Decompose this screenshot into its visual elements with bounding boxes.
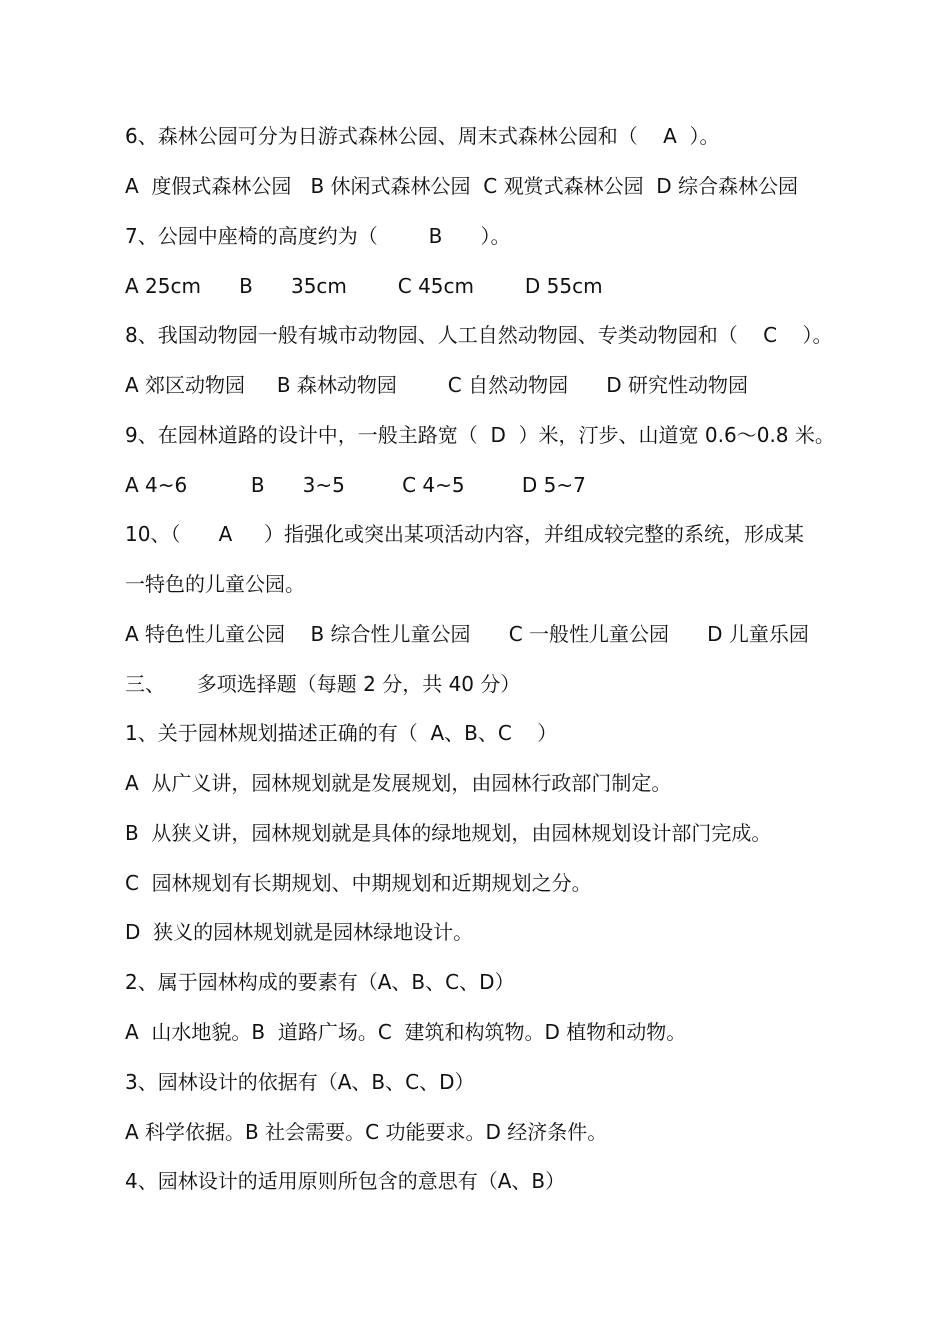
multi-question-1-option-a: A 从广义讲，园林规划就是发展规划，由园林行政部门制定。	[125, 771, 672, 795]
question-7: 7、公园中座椅的高度约为（ B ）。	[125, 224, 511, 248]
multi-question-2-options: A 山水地貌。B 道路广场。C 建筑和构筑物。D 植物和动物。	[125, 1020, 687, 1044]
question-6: 6、森林公园可分为日游式森林公园、周末式森林公园和（ A ）。	[125, 124, 720, 148]
multi-question-3: 3、园林设计的依据有（A、B、C、D）	[125, 1070, 475, 1094]
question-10-continued: 一特色的儿童公园。	[125, 572, 305, 596]
question-8: 8、我国动物园一般有城市动物园、人工自然动物园、专类动物园和（ C ）。	[125, 323, 833, 347]
section-heading: 三、 多项选择题（每题 2 分，共 40 分）	[125, 672, 521, 696]
question-10: 10、（ A ）指强化或突出某项活动内容，并组成较完整的系统，形成某	[125, 522, 805, 546]
multi-question-1-option-b: B 从狭义讲，园林规划就是具体的绿地规划，由园林规划设计部门完成。	[125, 821, 772, 845]
multi-question-1: 1、关于园林规划描述正确的有（ A、B、C ）	[125, 721, 558, 745]
multi-question-2: 2、属于园林构成的要素有（A、B、C、D）	[125, 970, 515, 994]
multi-question-3-options: A 科学依据。B 社会需要。C 功能要求。D 经济条件。	[125, 1120, 608, 1144]
multi-question-4: 4、园林设计的适用原则所包含的意思有（A、B）	[125, 1169, 566, 1193]
question-6-options: A 度假式森林公园 B 休闲式森林公园 C 观赏式森林公园 D 综合森林公园	[125, 174, 799, 198]
question-8-options: A 郊区动物园 B 森林动物园 C 自然动物园 D 研究性动物园	[125, 373, 748, 397]
question-9-options: A 4~6 B 3~5 C 4~5 D 5~7	[125, 473, 586, 497]
multi-question-1-option-c: C 园林规划有长期规划、中期规划和近期规划之分。	[125, 871, 592, 895]
question-9: 9、在园林道路的设计中，一般主路宽（ D ）米，汀步、山道宽 0.6～0.8 米。	[125, 423, 835, 447]
question-10-options: A 特色性儿童公园 B 综合性儿童公园 C 一般性儿童公园 D 儿童乐园	[125, 622, 809, 646]
multi-question-1-option-d: D 狭义的园林规划就是园林绿地设计。	[125, 920, 474, 944]
question-7-options: A 25cm B 35cm C 45cm D 55cm	[125, 274, 603, 298]
